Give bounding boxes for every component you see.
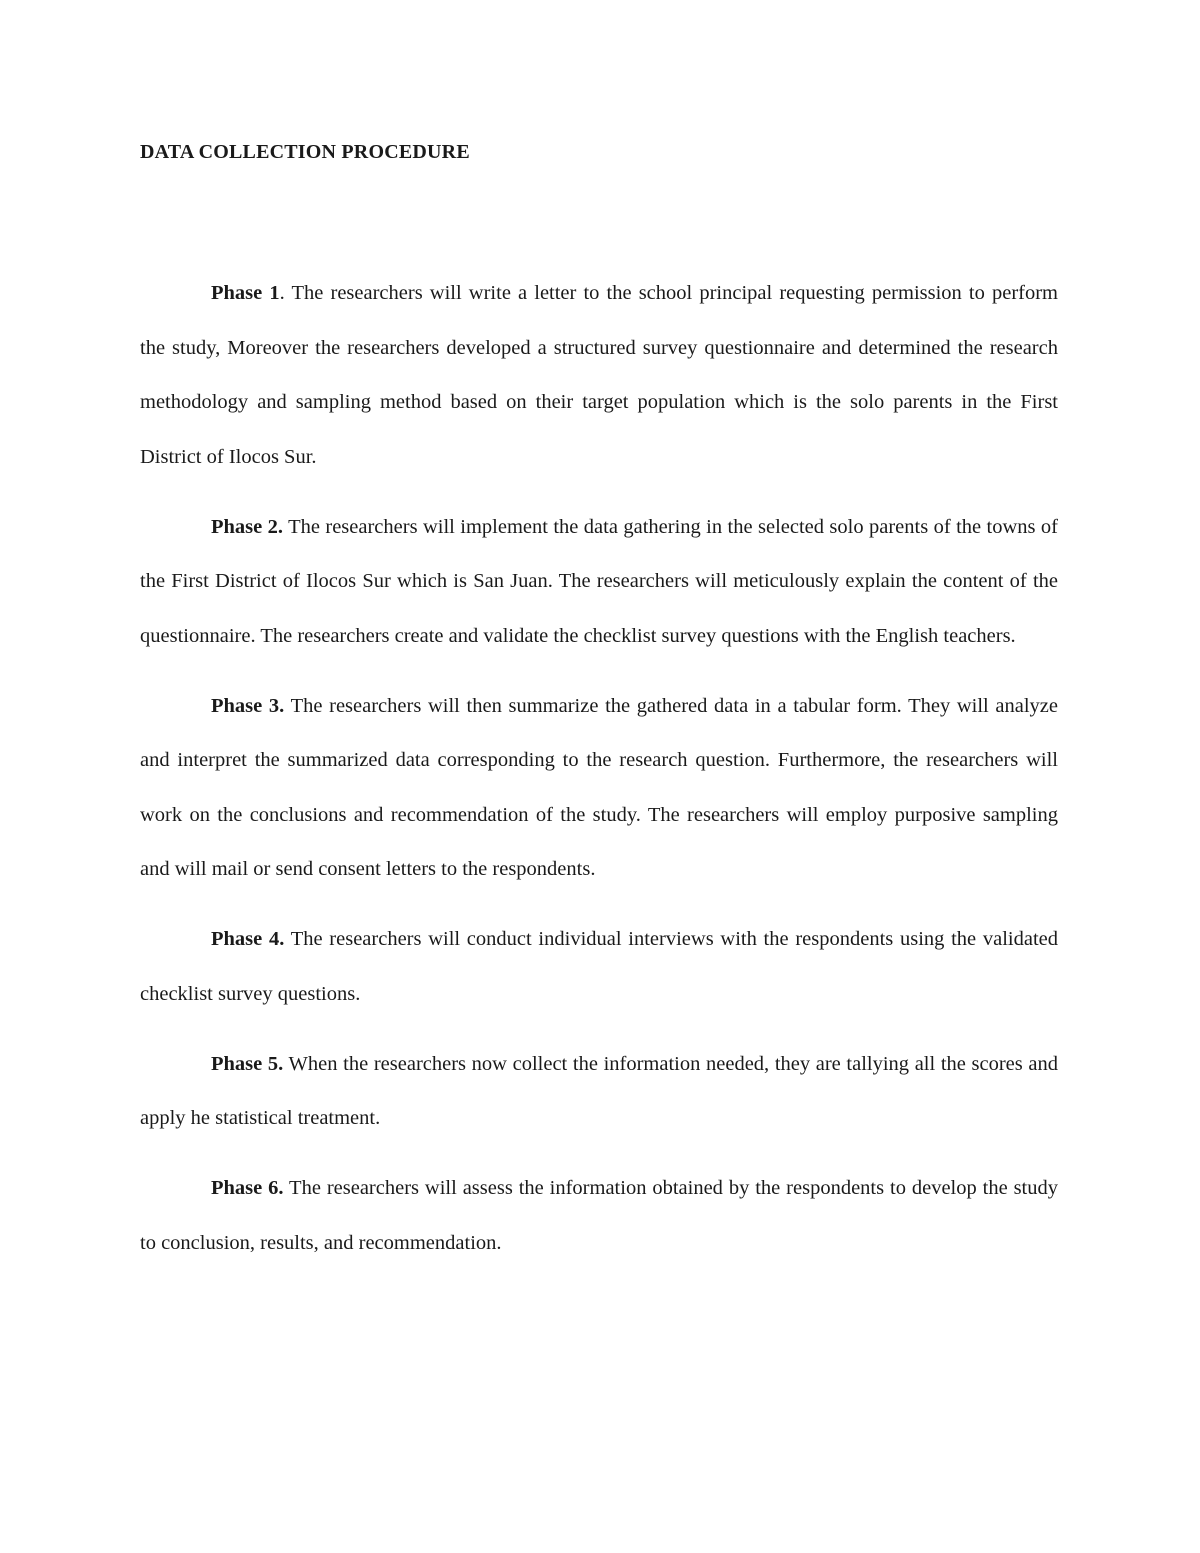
phase-3-label: Phase 3. (211, 694, 285, 717)
phase-4-text: The researchers will conduct individual interviews with the respondents using the validated checklist survey questions. (140, 928, 1059, 1005)
phase-4-paragraph (140, 912, 1058, 1021)
phase-2-paragraph (140, 500, 1058, 664)
phase-2-text: The researchers will implement the data gathering in the selected solo parents of the towns of the First District of Ilocos Sur which is San Juan. The researchers will meticulously explain the content of the questionnaire. The researchers create and validate the checklist survey questions with the English teachers. (140, 515, 1059, 647)
document-body (140, 266, 1058, 1270)
document-title: DATA COLLECTION PROCEDURE (140, 141, 470, 163)
phase-6-label: Phase 6. (211, 1177, 284, 1199)
phase-3-text: The researchers will then summarize the gathered data in a tabular form. They will analyze and interpret the summarized data corresponding to the research question. Furthermore, the researchers will work on the conclusions and recommendation of the study. The researchers will employ purposive sampling and will mail or send consent letters to the respondents. (140, 694, 1058, 880)
phase-2-label: Phase 2. (211, 515, 284, 538)
phase-4-label: Phase 4. (211, 928, 285, 950)
phase-5-paragraph (140, 1037, 1058, 1146)
phase-5-label: Phase 5. (211, 1052, 284, 1075)
phase-6-paragraph (140, 1161, 1058, 1270)
phase-1-text: . The researchers will write a letter to the school principal requesting permission to perform the study, Moreover the researchers developed a structured survey questionnaire and determined the research methodology and sampling method based on their target population which is the solo parents in the First District of Ilocos Sur. (140, 282, 1059, 468)
phase-1-label: Phase 1 (211, 282, 280, 304)
phase-5-text: When the researchers now collect the information needed, they are tallying all the scores and apply he statistical treatment. (140, 1052, 1059, 1129)
phase-3-paragraph (140, 679, 1058, 897)
phase-1-paragraph (140, 266, 1058, 484)
phase-6-text: The researchers will assess the information obtained by the respondents to develop the study to conclusion, results, and recommendation. (140, 1177, 1059, 1254)
